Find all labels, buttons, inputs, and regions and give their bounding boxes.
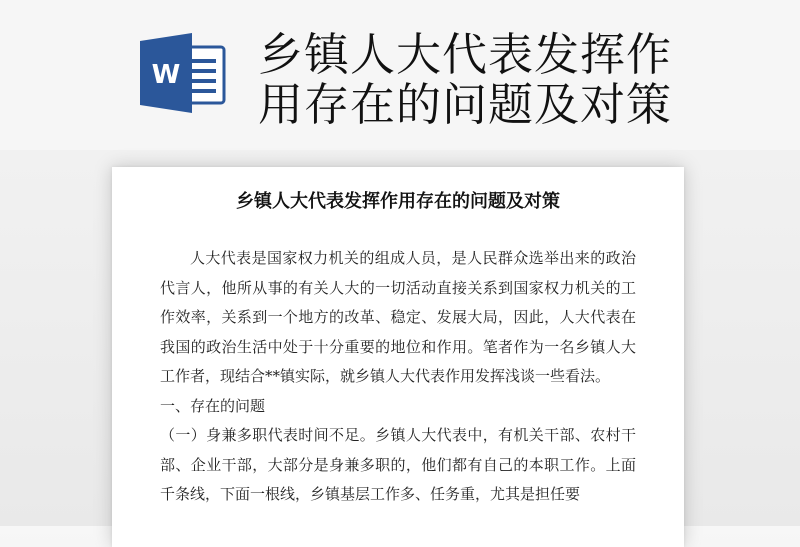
header-title: 乡镇人大代表发挥作用存在的问题及对策 bbox=[258, 28, 673, 131]
intro-paragraph: 人大代表是国家权力机关的组成人员，是人民群众选举出来的政治代言人，他所从事的有关人大的一切活动直接关系到国家权力机关的工作效率，关系到一个地方的改革、稳定、发展大局，因此，人大代表在我国的政治生活中处于十分重要的地位和作用。笔者作为一名乡镇人大工作者，现结合**镇实际，就乡镇人大代表作用发挥浅谈一些看法。 bbox=[160, 249, 636, 385]
document-page bbox=[112, 167, 684, 547]
document-title: 乡镇人大代表发挥作用存在的问题及对策 bbox=[236, 191, 560, 212]
document-body bbox=[160, 244, 636, 510]
page-header bbox=[0, 0, 800, 150]
body-paragraph: （一）身兼多职代表时间不足。乡镇人大代表中，有机关干部、农村干部、企业干部，大部分是身兼多职的，他们都有自己的本职工作。上面千条线，下面一根线，乡镇基层工作多、任务重，尤其是担任要 bbox=[160, 426, 636, 503]
word-letter: W bbox=[151, 60, 181, 90]
section-heading: 一、存在的问题 bbox=[160, 396, 266, 415]
word-document-icon bbox=[130, 33, 230, 113]
